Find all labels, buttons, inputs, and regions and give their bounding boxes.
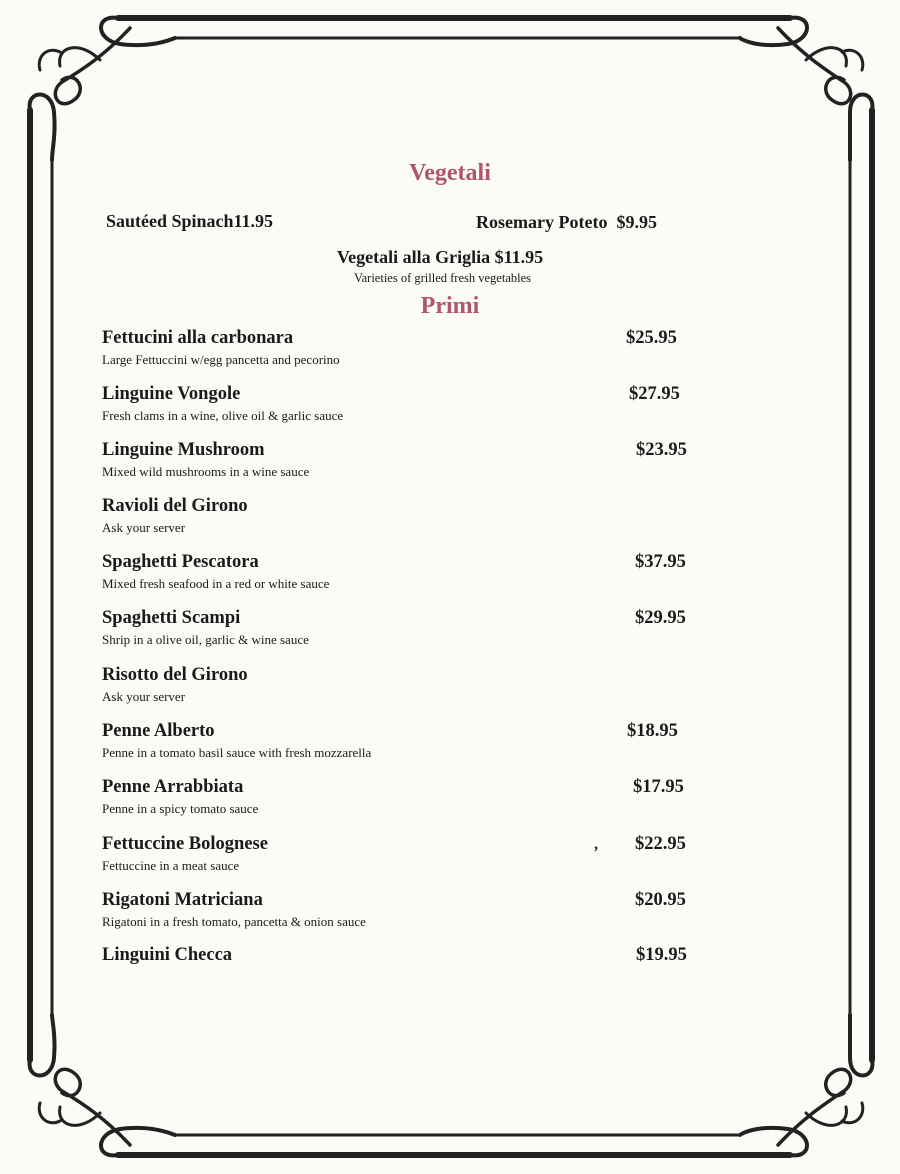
menu-item-name: Linguine Mushroom: [102, 440, 265, 460]
menu-item-price: $20.95: [635, 890, 686, 910]
menu-item-description: Penne in a spicy tomato sauce: [102, 801, 259, 816]
menu-item: [102, 721, 702, 761]
menu-item-name: Spaghetti Pescatora: [102, 552, 259, 572]
section-heading-vegetali: Vegetali: [409, 160, 491, 186]
menu-item-price: $22.95: [635, 834, 686, 854]
menu-item-name: Ravioli del Girono: [102, 496, 248, 516]
menu-item-rosemary-potato: Rosemary Poteto $9.95: [476, 212, 657, 232]
menu-item-description: Ask your server: [102, 520, 186, 535]
menu-item: [102, 328, 702, 368]
menu-item-name: Linguini Checca: [102, 945, 233, 965]
menu-item-description: Mixed fresh seafood in a red or white sauce: [102, 576, 330, 591]
corner-scroll-bottom-right: [740, 1015, 872, 1155]
menu-item-name: Fettucini alla carbonara: [102, 328, 294, 348]
corner-scroll-bottom-left: [30, 1015, 175, 1155]
menu-item: [102, 945, 702, 966]
section-heading-primi: Primi: [420, 293, 480, 319]
menu-item-price: $19.95: [636, 945, 687, 965]
menu-item-name: Rigatoni Matriciana: [102, 890, 263, 910]
menu-item: [102, 552, 702, 592]
menu-item-name: Penne Arrabbiata: [102, 777, 244, 797]
menu-item-price: $23.95: [636, 440, 687, 460]
stray-mark: ,: [594, 836, 598, 853]
menu-item: [102, 665, 702, 705]
menu-item-name: Spaghetti Scampi: [102, 608, 241, 628]
menu-item-description: Rigatoni in a fresh tomato, pancetta & onion sauce: [102, 914, 366, 929]
menu-item-price: $17.95: [633, 777, 684, 797]
menu-item: [102, 834, 702, 874]
corner-scroll-top-right: [740, 18, 872, 160]
menu-item-name: Fettuccine Bolognese: [102, 834, 268, 854]
menu-item-price: $25.95: [626, 328, 677, 348]
menu-item-description: Fresh clams in a wine, olive oil & garlic sauce: [102, 408, 344, 423]
menu-item-price: $29.95: [635, 608, 686, 628]
menu-item-description: Ask your server: [102, 689, 186, 704]
corner-scroll-top-left: [30, 18, 175, 160]
menu-item-description: Varieties of grilled fresh vegetables: [353, 271, 531, 285]
menu-item-name: Penne Alberto: [102, 721, 215, 741]
menu-item: [102, 496, 702, 536]
menu-item-description: Penne in a tomato basil sauce with fresh mozzarella: [102, 745, 372, 760]
menu-item-name: Risotto del Girono: [102, 665, 248, 685]
menu-item-vegetali-griglia: [0, 247, 900, 286]
menu-item-description: Shrip in a olive oil, garlic & wine sauce: [102, 632, 309, 647]
menu-item: [102, 608, 702, 648]
menu-item-description: Large Fettuccini w/egg pancetta and pecorino: [102, 352, 340, 367]
menu-item-name: Vegetali alla Griglia $11.95: [336, 247, 544, 267]
menu-item: [102, 890, 702, 930]
menu-item-description: Mixed wild mushrooms in a wine sauce: [102, 464, 310, 479]
menu-item-description: Fettuccine in a meat sauce: [102, 858, 240, 873]
menu-item: [102, 777, 702, 817]
menu-item: [102, 440, 702, 480]
menu-item-price: $27.95: [629, 384, 680, 404]
menu-item-name: Linguine Vongole: [102, 384, 241, 404]
menu-item: [102, 384, 702, 424]
menu-item-price: $18.95: [627, 721, 678, 741]
menu-item-sauteed-spinach: Sautéed Spinach11.95: [106, 211, 274, 231]
menu-item-price: $37.95: [635, 552, 686, 572]
